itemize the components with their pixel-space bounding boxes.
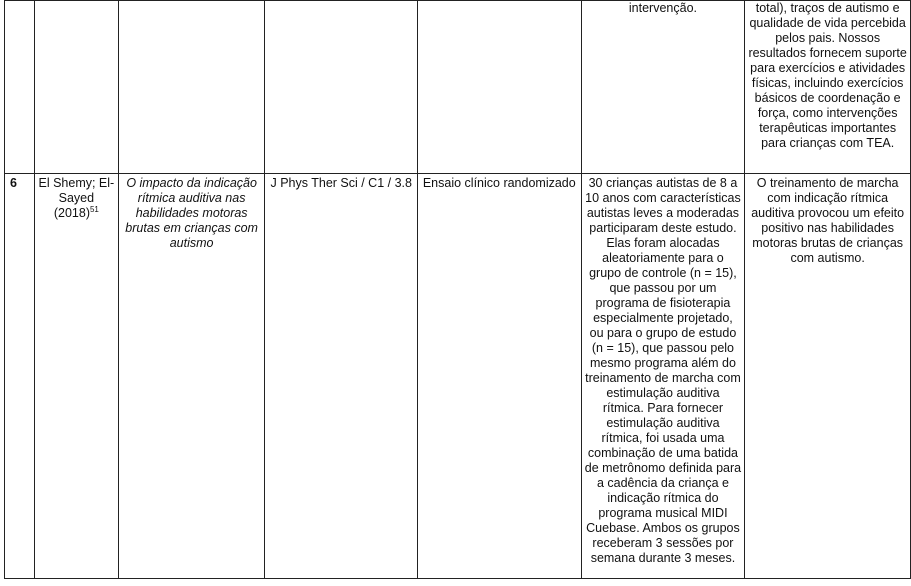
author-cell <box>34 174 118 579</box>
title-cell <box>118 1 265 174</box>
row-number: 6 <box>5 174 35 579</box>
studies-table <box>4 0 911 579</box>
reference-number: 51 <box>89 204 99 214</box>
result-cell: O treinamento de marcha com indicação rítmica auditiva provocou um efeito positivo nas habilidades motoras brutas de crianças com autismo. <box>745 174 911 579</box>
result-cell: total), traços de autismo e qualidade de vida percebida pelos pais. Nossos resultados fornecem suporte para exercícios e atividades físicas, incluindo exercícios básicos de coordenação e força, como intervenções terapêuticas importantes para crianças com TEA. <box>745 1 911 174</box>
table-row <box>5 1 911 174</box>
author-name: El Shemy; El-Sayed (2018) <box>38 176 115 220</box>
journal-cell <box>265 1 418 174</box>
method-cell: intervenção. <box>581 1 745 174</box>
journal-cell: J Phys Ther Sci / C1 / 3.8 <box>265 174 418 579</box>
design-cell <box>417 1 581 174</box>
title-cell: O impacto da indicação rítmica auditiva nas habilidades motoras brutas em crianças com autismo <box>118 174 265 579</box>
table-row <box>5 174 911 579</box>
row-number <box>5 1 35 174</box>
design-cell: Ensaio clínico randomizado <box>417 174 581 579</box>
author-cell <box>34 1 118 174</box>
method-cell: 30 crianças autistas de 8 a 10 anos com características autistas leves a moderadas participaram deste estudo. Elas foram alocadas aleatoriamente para o grupo de controle (n = 15), que passou por um programa de fisioterapia especialmente projetado, ou para o grupo de estudo (n = 15), que passou pelo mesmo programa além do treinamento de marcha com estimulação auditiva rítmica. Para fornecer estimulação auditiva rítmica, foi usada uma combinação de uma batida de metrônomo definida para a cadência da criança e indicação rítmica do programa musical MIDI Cuebase. Ambos os grupos receberam 3 sessões por semana durante 3 meses. <box>581 174 745 579</box>
